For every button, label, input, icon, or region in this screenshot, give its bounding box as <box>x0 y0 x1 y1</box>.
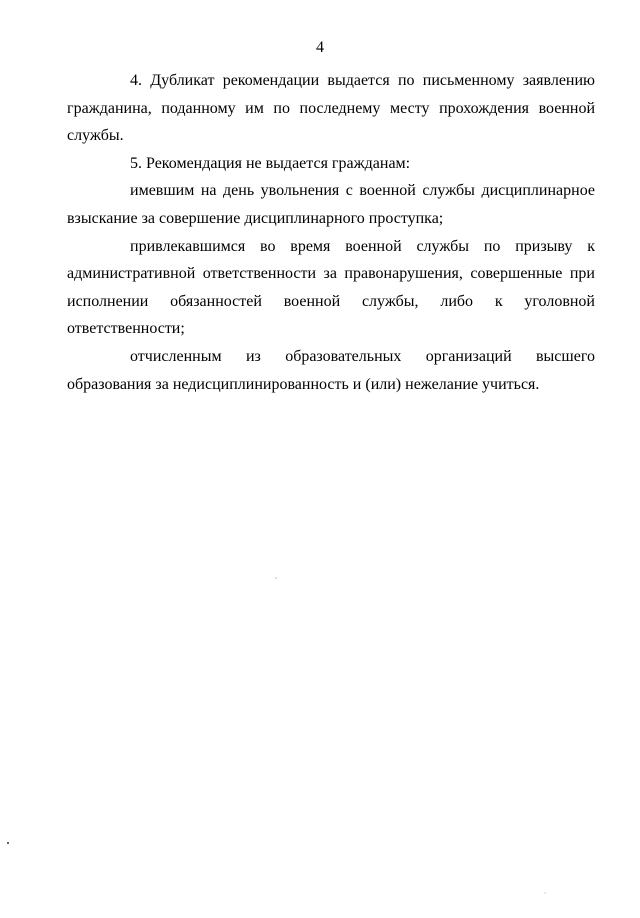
scan-speck <box>275 577 276 578</box>
paragraph-expelled: отчисленным из образовательных организаций высшего образования за недисциплинированность и (или) нежелание учиться. <box>67 347 595 393</box>
scan-speck <box>544 892 545 893</box>
paragraph-administrative: привлекавшимся во время военной службы по призыву к административной ответственности за правонарушения, совершенные при исполнении обязанностей военной службы, либо к уголовной ответственности; <box>67 237 595 338</box>
paragraph-disciplinary: имевшим на день увольнения с военной службы дисциплинарное взыскание за совершение дисциплинарного проступка; <box>67 182 595 227</box>
paragraph-duplicate: 4. Дубликат рекомендации выдается по письменному заявлению гражданина, поданному им по последнему месту прохождения военной службы. <box>67 72 595 145</box>
scan-speck <box>7 842 9 844</box>
paragraph-not-issued: 5. Рекомендация не выдается гражданам: <box>130 154 411 172</box>
page-number: 4 <box>316 39 324 56</box>
